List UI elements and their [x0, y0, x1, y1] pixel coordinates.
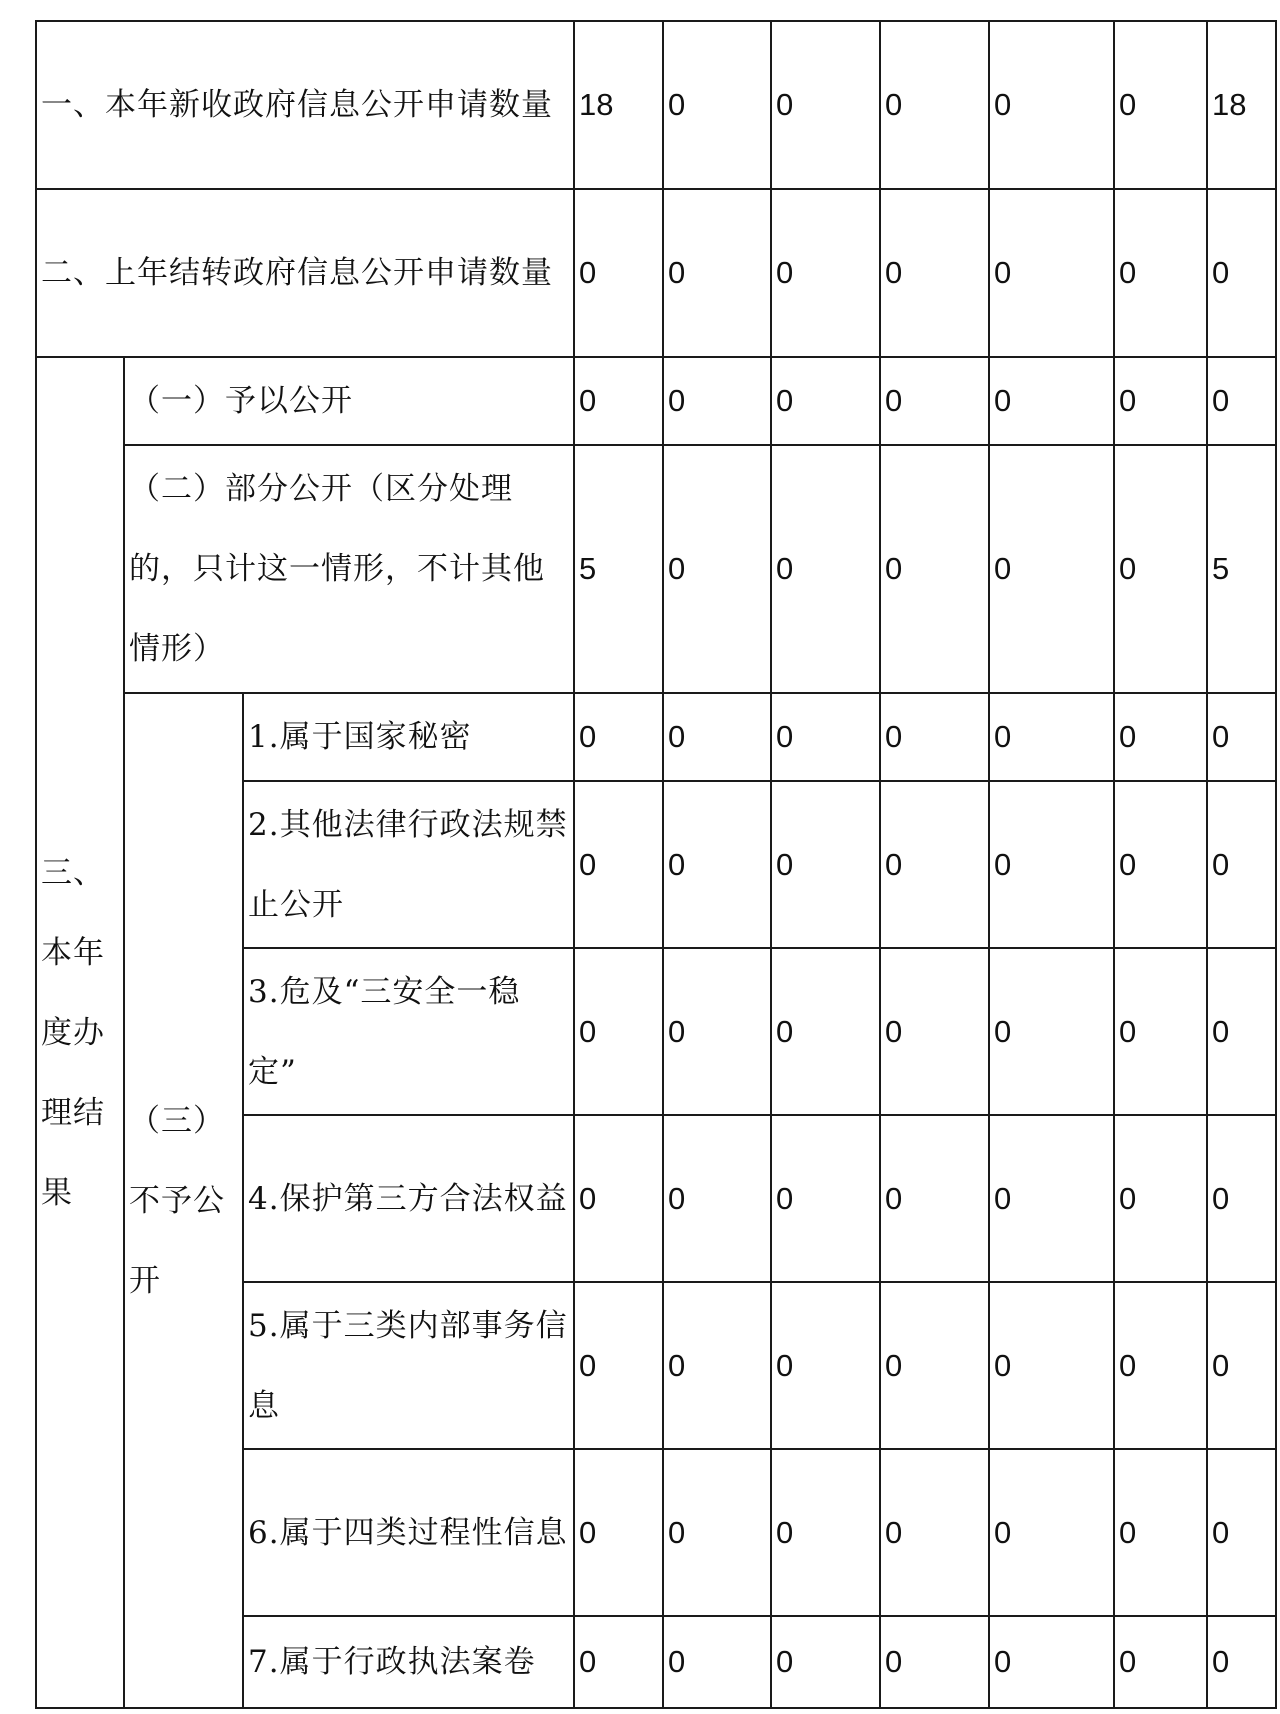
value-cell: 0	[1114, 1282, 1207, 1449]
row-label-reason: 3.危及“三安全一稳定”	[243, 948, 574, 1115]
value-cell: 0	[771, 1115, 880, 1282]
value-cell: 0	[1114, 445, 1207, 693]
table-row	[36, 693, 1276, 781]
row-label-reason: 1.属于国家秘密	[243, 693, 574, 781]
value-cell: 0	[574, 1616, 663, 1708]
value-cell: 0	[1207, 357, 1276, 445]
value-cell: 0	[574, 1449, 663, 1616]
value-cell: 0	[574, 189, 663, 357]
value-cell: 0	[880, 1449, 989, 1616]
value-cell: 0	[771, 781, 880, 948]
value-cell: 0	[1207, 781, 1276, 948]
value-cell: 0	[1207, 1449, 1276, 1616]
value-cell: 0	[989, 1282, 1114, 1449]
value-cell: 5	[1207, 445, 1276, 693]
value-cell: 0	[989, 781, 1114, 948]
value-cell: 0	[880, 21, 989, 189]
value-cell: 0	[1114, 189, 1207, 357]
value-cell: 18	[1207, 21, 1276, 189]
value-cell: 0	[880, 189, 989, 357]
value-cell: 0	[1207, 948, 1276, 1115]
value-cell: 0	[989, 21, 1114, 189]
value-cell: 0	[771, 1616, 880, 1708]
value-cell: 0	[989, 1449, 1114, 1616]
value-cell: 0	[880, 1115, 989, 1282]
value-cell: 0	[663, 1449, 771, 1616]
value-cell: 0	[771, 693, 880, 781]
value-cell: 0	[771, 1282, 880, 1449]
value-cell: 0	[771, 948, 880, 1115]
value-cell: 0	[989, 948, 1114, 1115]
value-cell: 0	[663, 1282, 771, 1449]
disclosure-statistics-table	[35, 20, 1277, 1709]
section-label-results: 三、本年度办理结果	[36, 357, 124, 1708]
table-row	[36, 357, 1276, 445]
value-cell: 0	[574, 781, 663, 948]
row-label-new-applications: 一、本年新收政府信息公开申请数量	[36, 21, 574, 189]
value-cell: 0	[1114, 948, 1207, 1115]
value-cell: 0	[880, 445, 989, 693]
value-cell: 5	[574, 445, 663, 693]
value-cell: 0	[771, 21, 880, 189]
value-cell: 0	[574, 948, 663, 1115]
row-label-partially-disclosed: （二）部分公开（区分处理的，只计这一情形，不计其他情形）	[124, 445, 574, 693]
value-cell: 0	[989, 189, 1114, 357]
table-row	[36, 189, 1276, 357]
table-row	[36, 445, 1276, 693]
value-cell: 0	[663, 693, 771, 781]
value-cell: 0	[880, 693, 989, 781]
value-cell: 0	[880, 357, 989, 445]
value-cell: 0	[1114, 1616, 1207, 1708]
value-cell: 0	[989, 693, 1114, 781]
value-cell: 0	[574, 1115, 663, 1282]
row-label-reason: 7.属于行政执法案卷	[243, 1616, 574, 1708]
value-cell: 0	[771, 1449, 880, 1616]
value-cell: 0	[663, 445, 771, 693]
value-cell: 0	[880, 1616, 989, 1708]
value-cell: 0	[1207, 189, 1276, 357]
value-cell: 0	[1207, 1616, 1276, 1708]
subsection-label-not-disclosed: （三）不予公开	[124, 693, 243, 1708]
value-cell: 0	[771, 445, 880, 693]
value-cell: 0	[1114, 1115, 1207, 1282]
row-label-carryover-applications: 二、上年结转政府信息公开申请数量	[36, 189, 574, 357]
value-cell: 18	[574, 21, 663, 189]
value-cell: 0	[989, 445, 1114, 693]
row-label-reason: 2.其他法律行政法规禁止公开	[243, 781, 574, 948]
value-cell: 0	[663, 1616, 771, 1708]
value-cell: 0	[663, 1115, 771, 1282]
value-cell: 0	[880, 1282, 989, 1449]
value-cell: 0	[1207, 693, 1276, 781]
value-cell: 0	[574, 357, 663, 445]
row-label-reason: 4.保护第三方合法权益	[243, 1115, 574, 1282]
value-cell: 0	[771, 357, 880, 445]
value-cell: 0	[1114, 21, 1207, 189]
value-cell: 0	[989, 357, 1114, 445]
row-label-disclosed: （一）予以公开	[124, 357, 574, 445]
value-cell: 0	[880, 781, 989, 948]
value-cell: 0	[663, 948, 771, 1115]
value-cell: 0	[663, 189, 771, 357]
value-cell: 0	[1207, 1282, 1276, 1449]
value-cell: 0	[989, 1115, 1114, 1282]
value-cell: 0	[663, 357, 771, 445]
value-cell: 0	[1114, 693, 1207, 781]
value-cell: 0	[880, 948, 989, 1115]
row-label-reason: 5.属于三类内部事务信息	[243, 1282, 574, 1449]
value-cell: 0	[1114, 781, 1207, 948]
value-cell: 0	[663, 21, 771, 189]
value-cell: 0	[574, 1282, 663, 1449]
value-cell: 0	[663, 781, 771, 948]
row-label-reason: 6.属于四类过程性信息	[243, 1449, 574, 1616]
value-cell: 0	[574, 693, 663, 781]
value-cell: 0	[771, 189, 880, 357]
value-cell: 0	[1114, 1449, 1207, 1616]
value-cell: 0	[1114, 357, 1207, 445]
table-row	[36, 21, 1276, 189]
value-cell: 0	[1207, 1115, 1276, 1282]
value-cell: 0	[989, 1616, 1114, 1708]
